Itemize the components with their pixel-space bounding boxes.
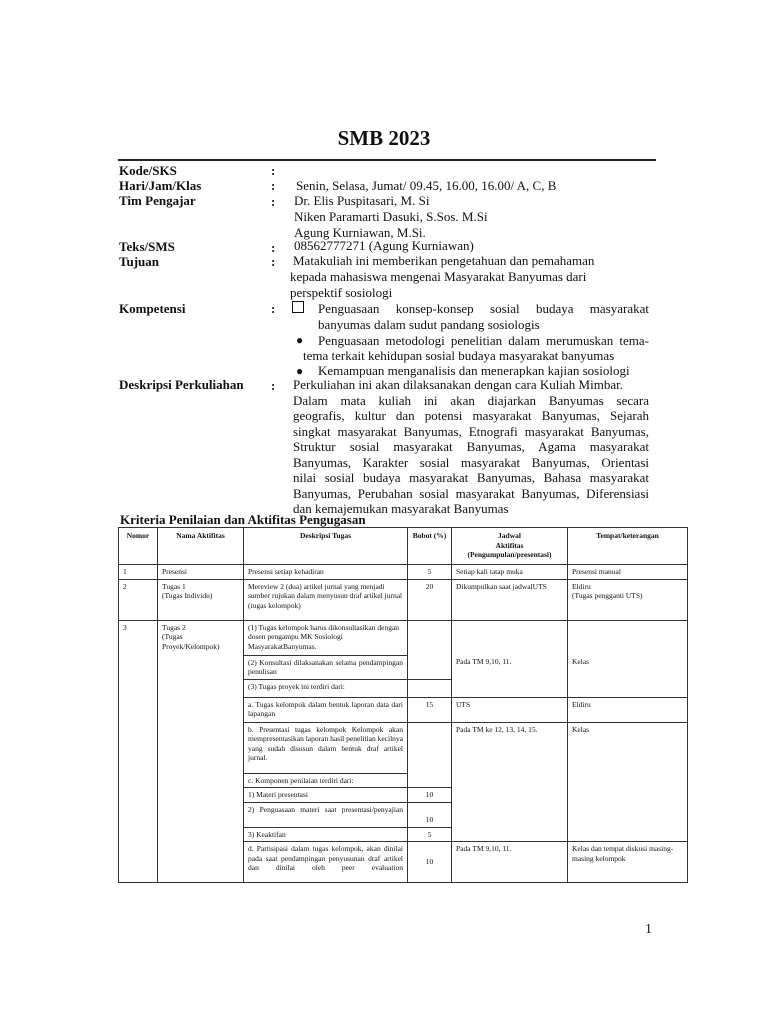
cell-tempat-line: (Tugas pengganti UTS) xyxy=(572,591,643,600)
kompetensi-item-1-line-2: banyumas dalam sudut pandang sosiologis xyxy=(318,317,540,332)
cell-jadwal: Pada TM 9,10, 11. xyxy=(452,842,568,883)
deskripsi-line: geografis, kultur dan potensi masyarakat Banyumas, Sejarah xyxy=(293,408,649,423)
colon: : xyxy=(271,178,276,193)
cell-bobot xyxy=(408,620,452,679)
cell-nama-line: (Tugas Individu) xyxy=(162,591,213,600)
cell-deskripsi: Presensi setiap kehadiran xyxy=(244,565,408,580)
tujuan-line-3: perspektif sosiologi xyxy=(290,285,393,300)
table-header-row xyxy=(119,528,688,565)
kompetensi-label: Kompetensi xyxy=(119,301,186,316)
header-jadwal xyxy=(452,528,568,565)
cell-deskripsi: d. Partisipasi dalam tugas kelompok, akan dinilai pada saat pendampingan penyusunan draf artikel dan dinilai oleh peer evaluation xyxy=(244,842,408,883)
colon: : xyxy=(271,163,276,178)
cell-tempat: Presensi manual xyxy=(568,565,688,580)
cell-deskripsi: (2) Konsultasi dilaksanakan selama pendampingan penulisan xyxy=(244,655,408,679)
header-jadwal-line: Aktifitas xyxy=(495,540,524,550)
cell-bobot xyxy=(408,722,452,788)
cell-tempat: Kelas xyxy=(568,655,688,697)
kompetensi-item-2-line-2: tema terkait kehidupan sosial budaya masyarakat banyumas xyxy=(303,348,615,363)
cell-deskripsi: (3) Tugas proyek ini terdiri dari: xyxy=(244,679,408,697)
deskripsi-label: Deskripsi Perkuliahan xyxy=(119,377,244,392)
cell-jadwal: Pada TM 9,10, 11. xyxy=(452,655,568,697)
cell-nomor: 1 xyxy=(119,565,158,580)
kode-label: Kode/SKS xyxy=(119,163,177,178)
cell-bobot: 5 xyxy=(408,565,452,580)
cell-nama-line: Tugas 1 xyxy=(162,581,186,591)
colon: : xyxy=(271,301,276,316)
deskripsi-line: Dalam mata kuliah ini akan diajarkan Banyumas secara xyxy=(293,392,649,408)
cell-tempat-line: Eldiru xyxy=(572,581,591,591)
cell-deskripsi: Mereview 2 (dua) artikel jurnal yang menjadi sumber rujukan dalam menyusun draf artikel jurnal (tugas kelompok) xyxy=(244,579,408,620)
cell-tempat xyxy=(568,620,688,655)
kompetensi-item-2-line-1: Penguasaan metodologi penelitian dalam merumuskan tema- xyxy=(318,333,649,348)
header-nama: Nama Aktifitas xyxy=(158,528,244,565)
colon: : xyxy=(271,240,276,255)
cell-bobot: 10 xyxy=(408,788,452,803)
cell-bobot: 15 xyxy=(408,697,452,722)
deskripsi-line: singkat masyarakat Banyumas, Etnografi masyarakat Banyumas, xyxy=(293,423,649,439)
tim-value-3: Agung Kurniawan, M.Si. xyxy=(294,225,426,240)
page-number: 1 xyxy=(645,922,652,937)
cell-tempat: Kelas xyxy=(568,722,688,842)
cell-bobot xyxy=(408,679,452,697)
checkbox-icon xyxy=(292,301,304,313)
hari-label: Hari/Jam/Klas xyxy=(119,178,202,193)
cell-bobot: 10 xyxy=(408,842,452,883)
cell-nomor: 2 xyxy=(119,579,158,620)
cell-nama xyxy=(158,579,244,620)
cell-deskripsi: 3) Keaktifan xyxy=(244,827,408,842)
tujuan-line-1: Matakuliah ini memberikan pengetahuan dan pemahaman xyxy=(293,253,595,268)
deskripsi-line: Perkuliahan ini akan dilaksanakan dengan cara Kuliah Mimbar. xyxy=(293,377,623,392)
cell-jadwal: Pada TM ke 12, 13, 14, 15. xyxy=(452,722,568,842)
table-row xyxy=(119,620,688,655)
cell-deskripsi: a. Tugas kelompok dalam bentuk laporan data dari lapangan xyxy=(244,697,408,722)
cell-deskripsi: 1) Materi presentasi xyxy=(244,788,408,803)
cell-jadwal: UTS xyxy=(452,697,568,722)
cell-jadwal xyxy=(452,620,568,655)
bullet-icon: ● xyxy=(296,333,304,347)
deskripsi-line: Struktur sosial masyarakat Banyumas, Agama masyarakat xyxy=(293,439,649,454)
cell-nama-line: (Tugas Proyek/Kelompok) xyxy=(162,632,220,651)
cell-tempat xyxy=(568,579,688,620)
cell-bobot: 10 xyxy=(408,802,452,827)
deskripsi-line: Banyumas, Karakter sosial masyarakat Banyumas, Orientasi xyxy=(293,454,649,470)
cell-deskripsi: 2) Penguasaan materi saat presentasi/penyajian xyxy=(244,802,408,827)
cell-nomor: 3 xyxy=(119,620,158,883)
teks-label: Teks/SMS xyxy=(119,239,175,254)
deskripsi-line: nilai sosial budaya masyarakat Banyumas, Bahasa masyarakat xyxy=(293,470,649,485)
header-jadwal-line: Jadwal xyxy=(498,531,521,540)
table-row xyxy=(119,565,688,580)
deskripsi-line: Banyumas, Perubahan sosial masyarakat Banyumas, Diferensiasi xyxy=(293,485,649,501)
cell-nama-line: Tugas 2 xyxy=(162,622,186,632)
kompetensi-item-3-line-1: Kemampuan menganalisis dan menerapkan kajian sosiologi xyxy=(318,363,630,378)
teks-value: 08562777271 (Agung Kurniawan) xyxy=(294,238,474,253)
tim-value-2: Niken Paramarti Dasuki, S.Sos. M.Si xyxy=(294,209,488,224)
tujuan-label: Tujuan xyxy=(119,254,159,269)
header-deskripsi: Deskripsi Tugas xyxy=(244,528,408,565)
deskripsi-paragraph xyxy=(293,377,649,517)
page-title: SMB 2023 xyxy=(337,126,431,150)
cell-nama xyxy=(158,620,244,883)
header-jadwal-line: (Pengumpulan/presentasi) xyxy=(467,550,552,559)
kriteria-table xyxy=(118,527,688,883)
cell-nama: Presensi xyxy=(158,565,244,580)
tim-value-1: Dr. Elis Puspitasari, M. Si xyxy=(294,193,430,208)
cell-tempat: Eldiru xyxy=(568,697,688,722)
kompetensi-item-1-line-1: Penguasaan konsep-konsep sosial budaya masyarakat xyxy=(318,301,649,316)
hari-value: Senin, Selasa, Jumat/ 09.45, 16.00, 16.00/ A, C, B xyxy=(296,178,557,193)
colon: : xyxy=(271,254,276,269)
title-divider xyxy=(118,159,656,161)
cell-bobot: 20 xyxy=(408,579,452,620)
header-nomor: Nomor xyxy=(119,528,158,565)
cell-jadwal: Dikumpulkan saat jadwalUTS xyxy=(452,579,568,620)
cell-jadwal: Setiap kali tatap muka xyxy=(452,565,568,580)
cell-tempat: Kelas dan tempat diskusi masing-masing kelompok xyxy=(568,842,688,883)
table-row xyxy=(119,579,688,620)
tujuan-line-2: kepada mahasiswa mengenai Masyarakat Banyumas dari xyxy=(290,269,587,284)
bullet-icon: ● xyxy=(296,364,304,378)
cell-deskripsi: (1) Tugas kelompok harus dikonsultasikan dengan dosen pengampu MK Sosiologi MasyarakatBanyumas. xyxy=(244,620,408,655)
tim-label: Tim Pengajar xyxy=(119,193,196,208)
colon: : xyxy=(271,194,276,209)
cell-deskripsi: c. Komponen penilaian terdiri dari: xyxy=(244,773,408,788)
header-bobot: Bobot (%) xyxy=(408,528,452,565)
colon: : xyxy=(271,378,276,393)
kriteria-title: Kriteria Penilaian dan Aktifitas Pengugasan xyxy=(120,512,366,527)
cell-deskripsi: b. Presentasi tugas kelompok Kelompok akan mempresentasikan laporan hasil penelitian kecilnya yang sudah disusun dalam bentuk draf artikel jurnal. xyxy=(244,722,408,773)
deskripsi-line: dan kemajemukan masyarakat Banyumas xyxy=(293,501,509,516)
header-tempat: Tempat/keterangan xyxy=(568,528,688,565)
cell-bobot: 5 xyxy=(408,827,452,842)
